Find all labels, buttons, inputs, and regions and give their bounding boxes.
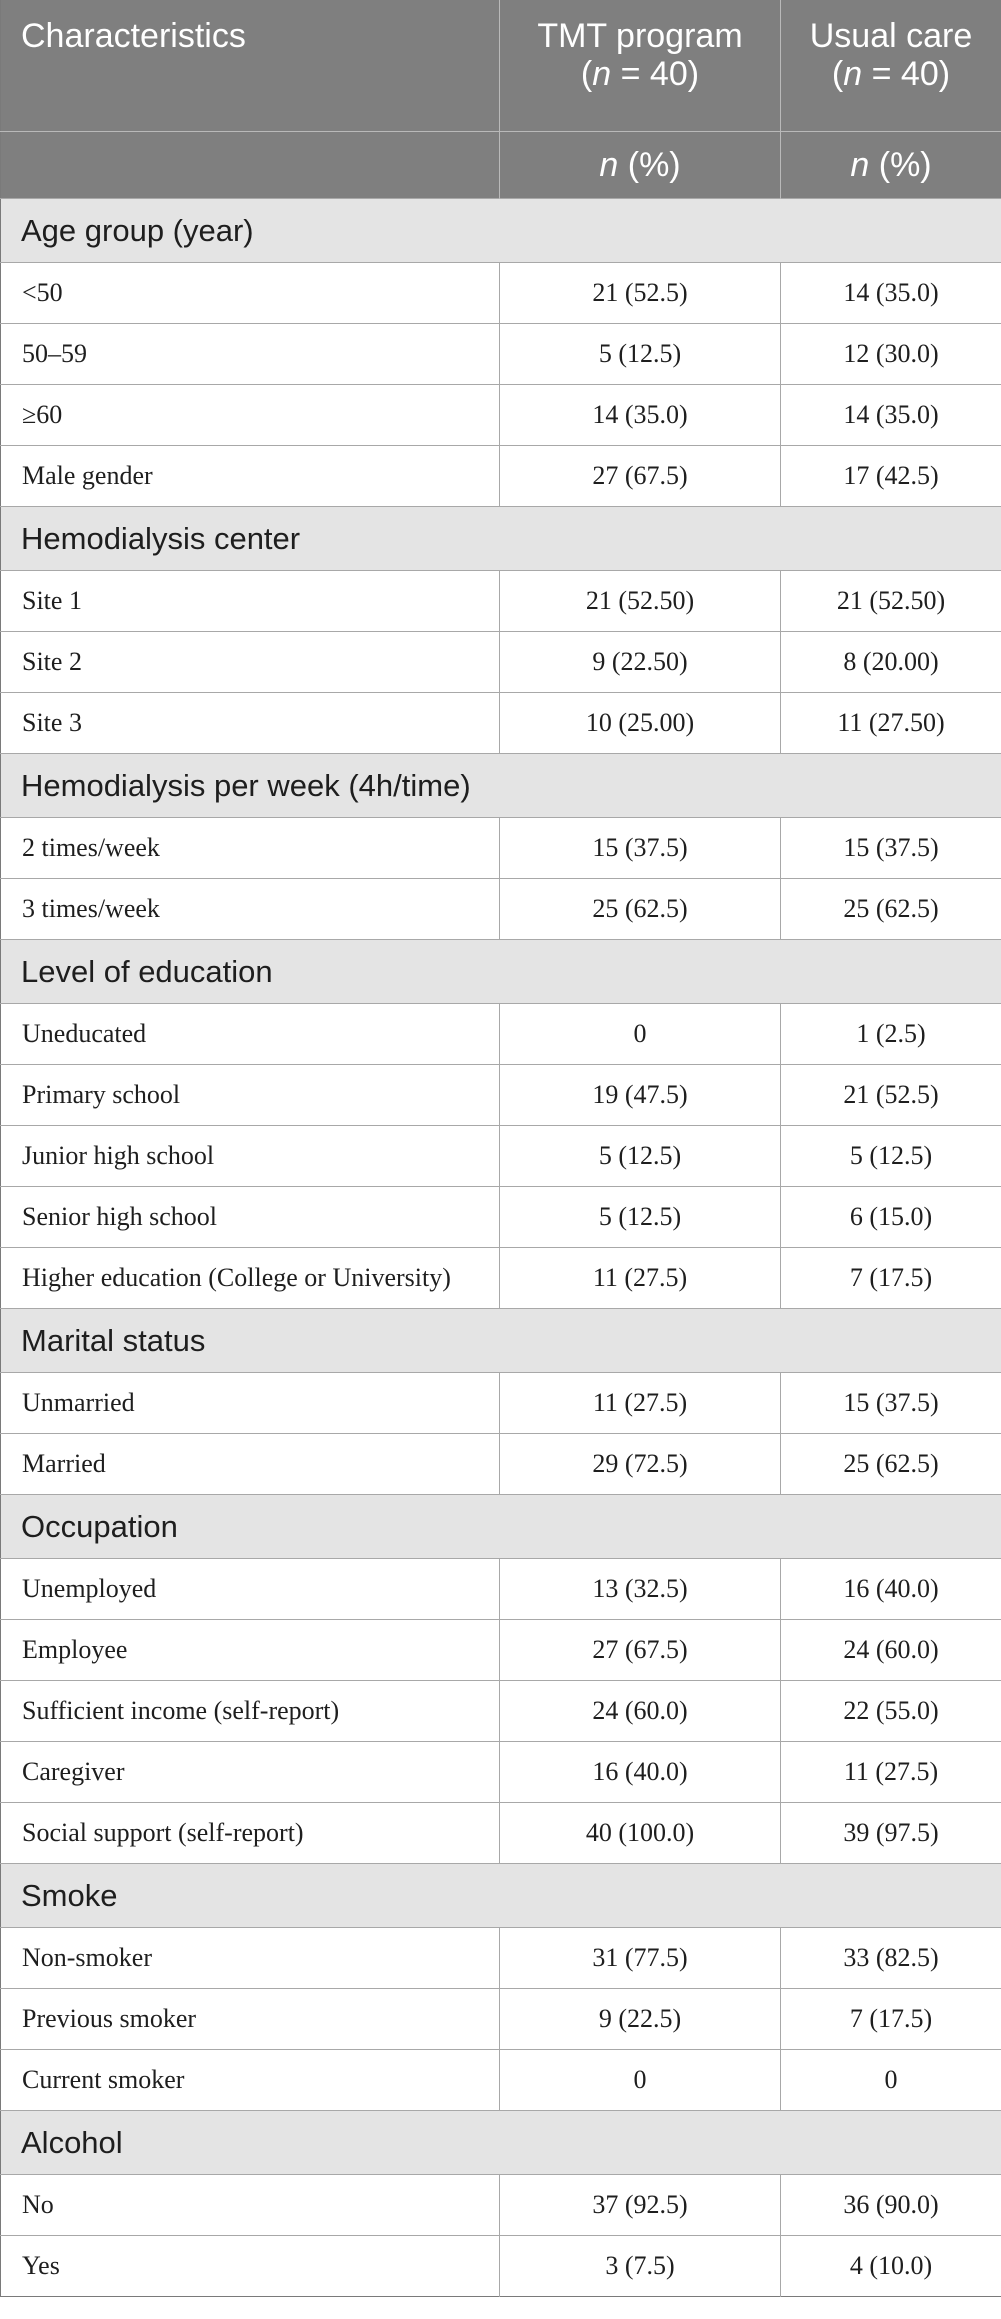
table-row	[1, 1065, 1001, 1126]
table-row	[1, 1373, 1001, 1434]
header-sub-usual	[781, 132, 1001, 199]
section-title: Marital status	[1, 1309, 1001, 1373]
header-usual-n: n	[843, 55, 863, 93]
section-row	[1, 199, 1001, 263]
tmt-value: 9 (22.5)	[500, 1989, 781, 2050]
tmt-value: 24 (60.0)	[500, 1681, 781, 1742]
usual-care-value: 25 (62.5)	[781, 1434, 1001, 1495]
table-row	[1, 2236, 1001, 2297]
usual-care-value: 7 (17.5)	[781, 1248, 1001, 1309]
row-label: Site 2	[1, 632, 500, 693]
row-label: Employee	[1, 1620, 500, 1681]
table-row	[1, 2175, 1001, 2236]
usual-care-value: 22 (55.0)	[781, 1681, 1001, 1742]
section-row	[1, 2111, 1001, 2175]
tmt-value: 16 (40.0)	[500, 1742, 781, 1803]
usual-care-value: 5 (12.5)	[781, 1126, 1001, 1187]
usual-care-value: 11 (27.50)	[781, 693, 1001, 754]
tmt-value: 10 (25.00)	[500, 693, 781, 754]
table-row	[1, 1559, 1001, 1620]
row-label: Junior high school	[1, 1126, 500, 1187]
section-row	[1, 1309, 1001, 1373]
section-title: Alcohol	[1, 2111, 1001, 2175]
row-label: Primary school	[1, 1065, 500, 1126]
tmt-value: 0	[500, 1004, 781, 1065]
section-row	[1, 754, 1001, 818]
usual-care-value: 15 (37.5)	[781, 1373, 1001, 1434]
tmt-value: 3 (7.5)	[500, 2236, 781, 2297]
tmt-value: 29 (72.5)	[500, 1434, 781, 1495]
table-row	[1, 1434, 1001, 1495]
usual-care-value: 16 (40.0)	[781, 1559, 1001, 1620]
header-tmt-open-paren: (	[580, 55, 593, 93]
row-label: Unmarried	[1, 1373, 500, 1434]
tmt-value: 11 (27.5)	[500, 1248, 781, 1309]
tmt-value: 25 (62.5)	[500, 879, 781, 940]
row-label: Male gender	[1, 446, 500, 507]
table-row	[1, 818, 1001, 879]
usual-care-value: 39 (97.5)	[781, 1803, 1001, 1864]
usual-care-value: 15 (37.5)	[781, 818, 1001, 879]
row-label: Current smoker	[1, 2050, 500, 2111]
section-row	[1, 940, 1001, 1004]
row-label: 50–59	[1, 324, 500, 385]
header-usual-count: = 40)	[862, 55, 951, 93]
header-characteristics: Characteristics	[1, 0, 500, 132]
row-label: ≥60	[1, 385, 500, 446]
section-title: Age group (year)	[1, 199, 1001, 263]
section-title: Level of education	[1, 940, 1001, 1004]
tmt-value: 5 (12.5)	[500, 1126, 781, 1187]
tmt-value: 9 (22.50)	[500, 632, 781, 693]
tmt-value: 37 (92.5)	[500, 2175, 781, 2236]
tmt-value: 5 (12.5)	[500, 1187, 781, 1248]
table-row	[1, 1742, 1001, 1803]
tmt-value: 11 (27.5)	[500, 1373, 781, 1434]
usual-care-value: 21 (52.50)	[781, 571, 1001, 632]
table-row	[1, 1187, 1001, 1248]
table-row	[1, 571, 1001, 632]
tmt-value: 40 (100.0)	[500, 1803, 781, 1864]
usual-care-value: 33 (82.5)	[781, 1928, 1001, 1989]
header-usual-title: Usual care	[809, 17, 973, 55]
usual-care-value: 7 (17.5)	[781, 1989, 1001, 2050]
usual-care-value: 14 (35.0)	[781, 385, 1001, 446]
usual-care-value: 21 (52.5)	[781, 1065, 1001, 1126]
tmt-value: 21 (52.50)	[500, 571, 781, 632]
table-row	[1, 1681, 1001, 1742]
table-row	[1, 1803, 1001, 1864]
usual-care-value: 4 (10.0)	[781, 2236, 1001, 2297]
row-label: Yes	[1, 2236, 500, 2297]
tmt-value: 27 (67.5)	[500, 446, 781, 507]
tmt-value: 5 (12.5)	[500, 324, 781, 385]
usual-care-value: 8 (20.00)	[781, 632, 1001, 693]
tmt-value: 31 (77.5)	[500, 1928, 781, 1989]
header-tmt-program	[500, 0, 781, 132]
table-body	[1, 199, 1001, 2297]
row-label: Married	[1, 1434, 500, 1495]
table-row	[1, 263, 1001, 324]
tmt-value: 27 (67.5)	[500, 1620, 781, 1681]
row-label: <50	[1, 263, 500, 324]
section-title: Hemodialysis center	[1, 507, 1001, 571]
row-label: 3 times/week	[1, 879, 500, 940]
header-sub-tmt	[500, 132, 781, 199]
row-label: Previous smoker	[1, 1989, 500, 2050]
header-sub-tmt-pct: (%)	[618, 146, 681, 184]
table-row	[1, 879, 1001, 940]
row-label: Social support (self-report)	[1, 1803, 500, 1864]
section-title: Hemodialysis per week (4h/time)	[1, 754, 1001, 818]
table-row	[1, 1248, 1001, 1309]
header-sub-tmt-n: n	[599, 146, 619, 184]
table-row	[1, 446, 1001, 507]
usual-care-value: 25 (62.5)	[781, 879, 1001, 940]
table-row	[1, 2050, 1001, 2111]
row-label: Caregiver	[1, 1742, 500, 1803]
table-row	[1, 385, 1001, 446]
usual-care-value: 1 (2.5)	[781, 1004, 1001, 1065]
section-row	[1, 507, 1001, 571]
usual-care-value: 17 (42.5)	[781, 446, 1001, 507]
row-label: 2 times/week	[1, 818, 500, 879]
table-row	[1, 1004, 1001, 1065]
usual-care-value: 36 (90.0)	[781, 2175, 1001, 2236]
header-sub-usual-pct: (%)	[869, 146, 932, 184]
table-row	[1, 324, 1001, 385]
section-row	[1, 1495, 1001, 1559]
table-row	[1, 632, 1001, 693]
header-tmt-n: n	[592, 55, 612, 93]
header-usual-open-paren: (	[831, 55, 844, 93]
tmt-value: 19 (47.5)	[500, 1065, 781, 1126]
row-label: Sufficient income (self-report)	[1, 1681, 500, 1742]
row-label: Site 3	[1, 693, 500, 754]
row-label: Unemployed	[1, 1559, 500, 1620]
section-title: Occupation	[1, 1495, 1001, 1559]
table-row	[1, 693, 1001, 754]
tmt-value: 15 (37.5)	[500, 818, 781, 879]
usual-care-value: 14 (35.0)	[781, 263, 1001, 324]
row-label: Non-smoker	[1, 1928, 500, 1989]
usual-care-value: 12 (30.0)	[781, 324, 1001, 385]
table-row	[1, 1989, 1001, 2050]
usual-care-value: 24 (60.0)	[781, 1620, 1001, 1681]
usual-care-value: 11 (27.5)	[781, 1742, 1001, 1803]
table-row	[1, 1620, 1001, 1681]
header-tmt-title: TMT program	[537, 17, 743, 55]
row-label: No	[1, 2175, 500, 2236]
tmt-value: 14 (35.0)	[500, 385, 781, 446]
header-sub-empty	[1, 132, 500, 199]
header-tmt-count: = 40)	[611, 55, 700, 93]
tmt-value: 21 (52.5)	[500, 263, 781, 324]
section-title: Smoke	[1, 1864, 1001, 1928]
row-label: Site 1	[1, 571, 500, 632]
header-sub-usual-n: n	[850, 146, 870, 184]
table-row	[1, 1928, 1001, 1989]
tmt-value: 13 (32.5)	[500, 1559, 781, 1620]
table-row	[1, 1126, 1001, 1187]
usual-care-value: 6 (15.0)	[781, 1187, 1001, 1248]
row-label: Senior high school	[1, 1187, 500, 1248]
row-label: Uneducated	[1, 1004, 500, 1065]
usual-care-value: 0	[781, 2050, 1001, 2111]
row-label: Higher education (College or University)	[1, 1248, 500, 1309]
section-row	[1, 1864, 1001, 1928]
table-header	[1, 0, 1001, 199]
header-usual-care	[781, 0, 1001, 132]
tmt-value: 0	[500, 2050, 781, 2111]
